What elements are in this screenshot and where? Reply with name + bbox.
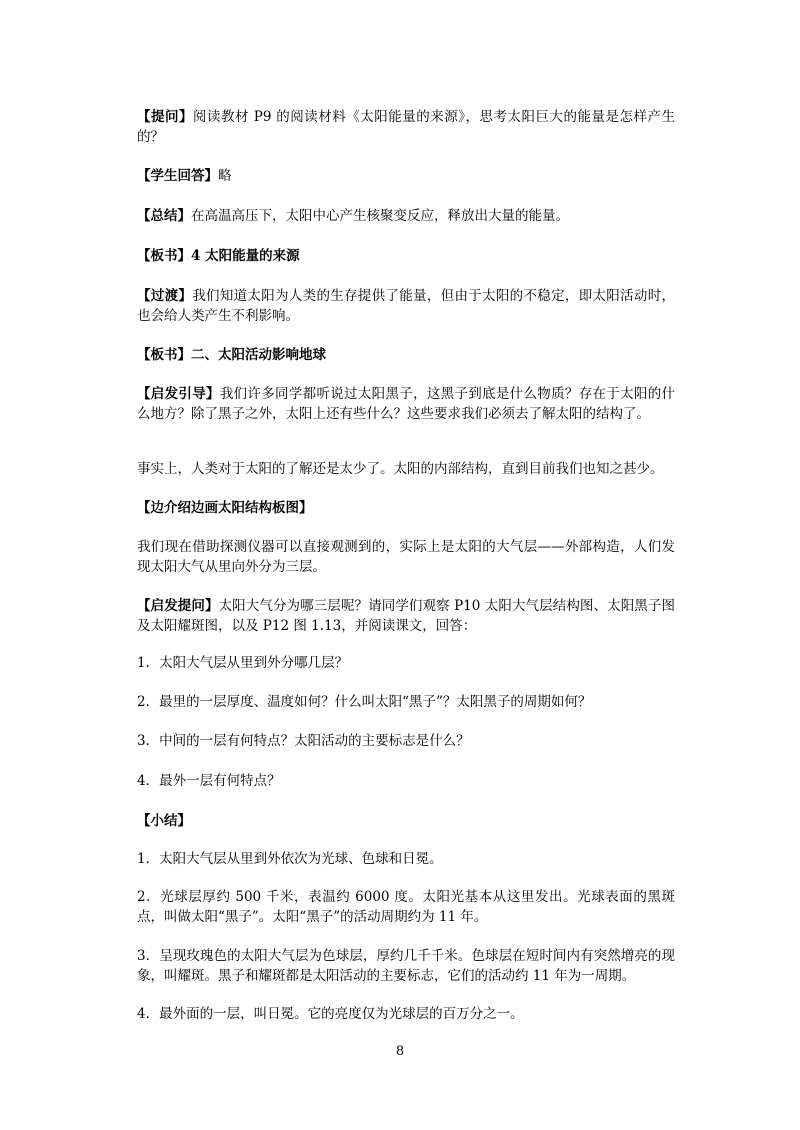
paragraph-label: 【学生回答】 (137, 168, 218, 184)
paragraph-text: 我们知道太阳为人类的生存提供了能量，但由于太阳的不稳定，即太阳活动时，也会给人类产生不利影响。 (137, 288, 676, 324)
paragraph (137, 384, 675, 424)
paragraph-text: 2．光球层厚约 500 千米，表温约 6000 度。太阳光基本从这里发出。光球表面的黑斑点，叫做太阳“黑子”。太阳“黑子”的活动周期约为 11 年。 (137, 889, 675, 925)
paragraph-text: 太阳大气分为哪三层呢？请同学们观察 P10 太阳大气层结构图、太阳黑子图及太阳耀斑图，以及 P12 图 1.13，并阅读课文，回答： (137, 598, 676, 634)
paragraph (137, 206, 675, 226)
paragraph (137, 537, 675, 577)
paragraph-text: 3．呈现玫瑰色的太阳大气层为色球层，厚约几千千米。色球层在短时间内有突然增亮的现象，叫耀斑。黑子和耀斑都是太阳活动的主要标志，它们的活动约 11 年为一周期。 (137, 948, 675, 984)
paragraph-text: 4．最外一层有何特点？ (137, 773, 281, 789)
paragraph-label: 【板书】4 太阳能量的来源 (137, 248, 300, 264)
paragraph-text: 1．太阳大气层从里到外分哪几层？ (137, 655, 349, 671)
paragraph-label: 【过渡】 (137, 288, 193, 304)
paragraph (137, 459, 675, 479)
paragraph-text: 我们现在借助探测仪器可以直接观测到的，实际上是太阳的大气层——外部构造，人们发现太阳大气从里向外分为三层。 (137, 539, 675, 575)
paragraph (137, 166, 675, 186)
paragraph-text: 阅读教材 P9 的阅读材料《太阳能量的来源》，思考太阳巨大的能量是怎样产生的？ (137, 109, 675, 145)
paragraph (137, 107, 675, 147)
paragraph (137, 771, 675, 791)
paragraph-label: 【启发引导】 (137, 386, 220, 402)
paragraph (137, 286, 675, 326)
paragraph-label: 【小结】 (137, 813, 191, 829)
paragraph (137, 596, 675, 636)
paragraph-text: 4．最外面的一层，叫日冕。它的亮度仅为光球层的百万分之一。 (137, 1006, 524, 1022)
paragraph-text: 在高温高压下，太阳中心产生核聚变反应，释放出大量的能量。 (191, 208, 569, 224)
paragraph-text: 略 (218, 168, 232, 184)
paragraph (137, 653, 675, 673)
paragraph (137, 811, 675, 831)
paragraph-label: 【提问】 (137, 109, 193, 125)
paragraph-label: 【边介绍边画太阳结构板图】 (137, 500, 313, 516)
paragraph (137, 498, 675, 518)
paragraph (137, 345, 675, 365)
paragraph (137, 887, 675, 927)
page-number: 8 (395, 1044, 405, 1059)
paragraph (137, 731, 675, 751)
paragraph-label: 【启发提问】 (137, 598, 219, 614)
paragraph (137, 246, 675, 266)
paragraph-text: 1．太阳大气层从里到外依次为光球、色球和日冕。 (137, 851, 443, 867)
paragraph (137, 946, 675, 986)
paragraph-text: 我们许多同学都听说过太阳黑子，这黑子到底是什么物质？存在于太阳的什么地方？除了黑子之外，太阳上还有些什么？这些要求我们必须去了解太阳的结构了。 (137, 386, 676, 422)
paragraph-label: 【板书】二、太阳活动影响地球 (137, 347, 326, 363)
paragraph (137, 692, 675, 712)
paragraph-text: 3．中间的一层有何特点？太阳活动的主要标志是什么？ (137, 733, 470, 749)
paragraph-text: 2．最里的一层厚度、温度如何？什么叫太阳“黑子”？太阳黑子的周期如何？ (137, 694, 592, 710)
paragraph-text: 事实上，人类对于太阳的了解还是太少了。太阳的内部结构，直到目前我们也知之甚少。 (137, 461, 664, 477)
paragraph (137, 849, 675, 869)
paragraph (137, 1004, 675, 1024)
paragraph-label: 【总结】 (137, 208, 191, 224)
